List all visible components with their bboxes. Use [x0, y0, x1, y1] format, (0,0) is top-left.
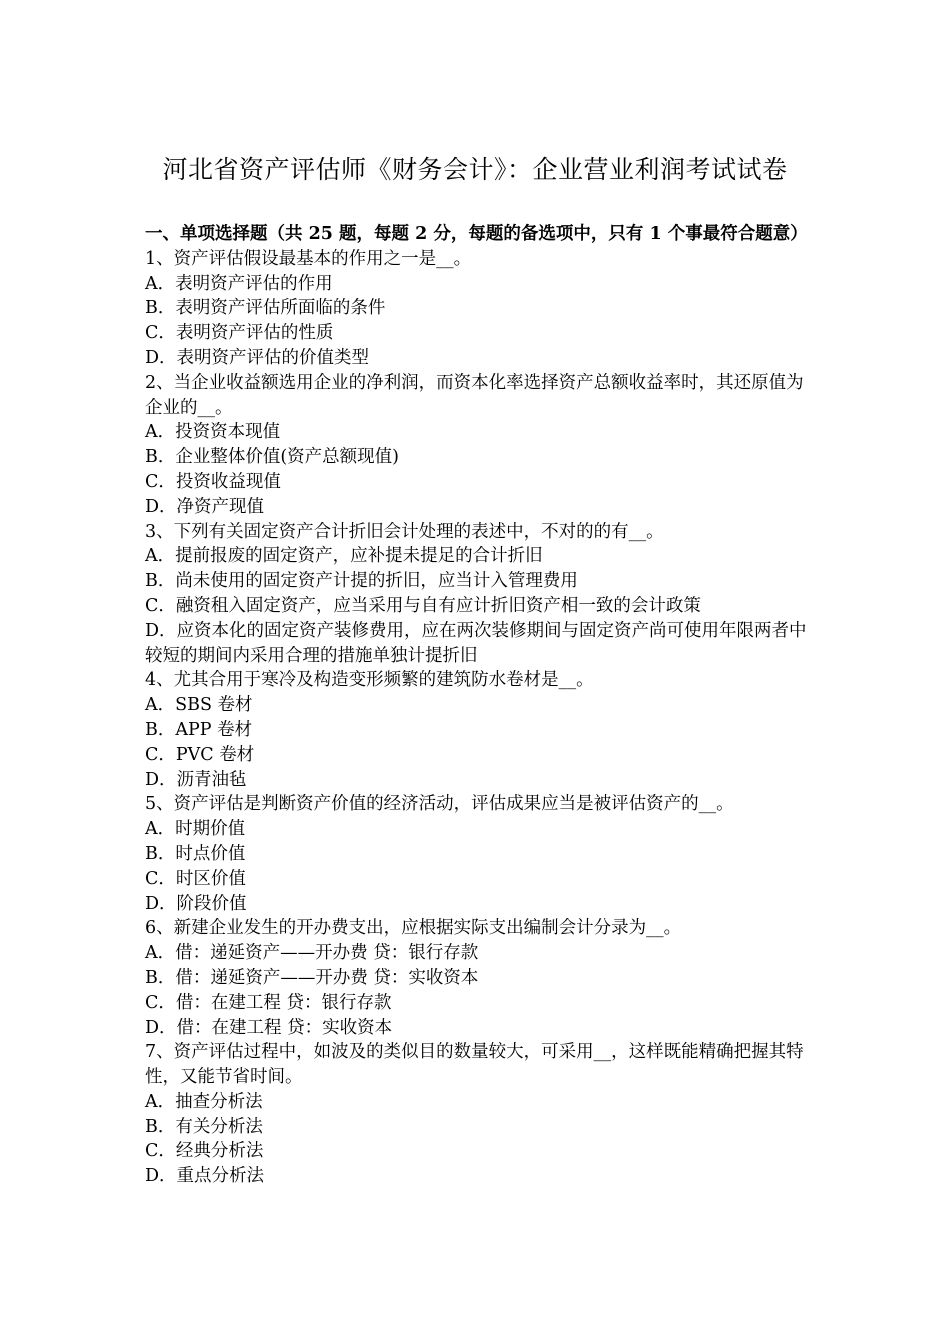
question-option: D．表明资产评估的价值类型	[145, 347, 370, 368]
question-option: B．时点价值	[145, 843, 246, 864]
question-block-4	[145, 668, 810, 792]
question-option: A．表明资产评估的作用	[145, 273, 333, 294]
question-option: A．时期价值	[145, 819, 246, 840]
question-option: A．提前报废的固定资产，应补提未提足的合计折旧	[145, 546, 543, 567]
question-block-1	[145, 247, 810, 371]
question-option: C．借：在建工程 贷：银行存款	[145, 992, 392, 1013]
question-stem: 5、资产评估是判断资产价值的经济活动，评估成果应当是被评估资产的__。	[145, 794, 734, 815]
question-option: B．企业整体价值(资产总额现值)	[145, 447, 400, 468]
question-option: D．沥青油毡	[145, 769, 247, 790]
question-stem: 2、当企业收益额选用企业的净利润，而资本化率选择资产总额收益率时，其还原值为企业的__。	[145, 372, 804, 418]
question-block-5	[145, 792, 810, 916]
question-option: C．PVC 卷材	[145, 744, 255, 765]
question-option: D．应资本化的固定资产装修费用，应在两次装修期间与固定资产尚可使用年限两者中较短的期间内采用合理的措施单独计提折旧	[145, 620, 807, 666]
question-option: D．借：在建工程 贷：实收资本	[145, 1017, 393, 1038]
question-option: B．表明资产评估所面临的条件	[145, 298, 386, 319]
question-block-7	[145, 1040, 810, 1189]
document-body	[145, 222, 810, 1189]
question-stem: 3、下列有关固定资产合计折旧会计处理的表述中，不对的的有__。	[145, 521, 664, 542]
question-option: B．APP 卷材	[145, 719, 253, 740]
question-block-6	[145, 916, 810, 1040]
question-option: C．时区价值	[145, 868, 246, 889]
question-option: D．净资产现值	[145, 496, 265, 517]
question-block-2	[145, 371, 810, 520]
question-option: C．投资收益现值	[145, 471, 281, 492]
question-option: A．SBS 卷材	[145, 695, 253, 716]
question-option: C．融资租入固定资产，应当采用与自有应计折旧资产相一致的会计政策	[145, 595, 701, 616]
question-option: D．重点分析法	[145, 1166, 265, 1187]
question-stem: 6、新建企业发生的开办费支出，应根据实际支出编制会计分录为__。	[145, 918, 682, 939]
question-option: A．投资资本现值	[145, 422, 281, 443]
question-option: C．表明资产评估的性质	[145, 323, 334, 344]
question-option: B．借：递延资产——开办费 贷：实收资本	[145, 967, 479, 988]
question-option: B．有关分析法	[145, 1116, 263, 1137]
question-option: A．借：递延资产——开办费 贷：银行存款	[145, 943, 479, 964]
question-option: D．阶段价值	[145, 893, 247, 914]
question-option: A．抽查分析法	[145, 1091, 263, 1112]
question-option: B．尚未使用的固定资产计提的折旧，应当计入管理费用	[145, 571, 578, 592]
question-option: C．经典分析法	[145, 1141, 264, 1162]
question-stem: 7、资产评估过程中，如波及的类似目的数量较大，可采用__，这样既能精确把握其特性，又能节省时间。	[145, 1042, 804, 1088]
question-stem: 4、尤其合用于寒冷及构造变形频繁的建筑防水卷材是__。	[145, 670, 594, 691]
question-block-3	[145, 520, 810, 669]
section-heading: 一、单项选择题（共 25 题，每题 2 分，每题的备选项中，只有 1 个事最符合题意）	[145, 224, 808, 244]
document-title: 河北省资产评估师《财务会计》：企业营业利润考试试卷	[162, 155, 788, 184]
question-stem: 1、资产评估假设最基本的作用之一是__。	[145, 248, 472, 269]
